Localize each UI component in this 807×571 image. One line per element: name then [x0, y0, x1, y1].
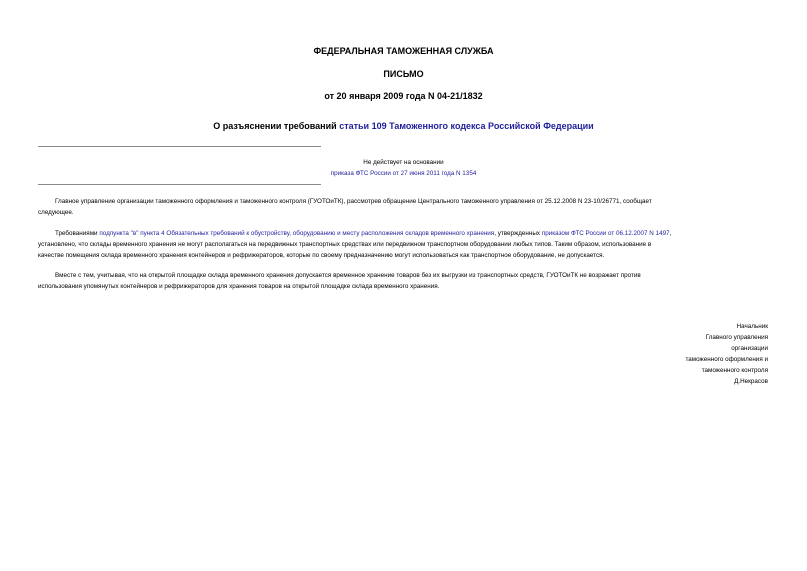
- signature-line-5: таможенного контроля: [701, 367, 768, 374]
- paragraph-2: [38, 228, 769, 261]
- repeal-order-link[interactable]: приказа ФТС России от 27 июня 2011 года N 1354: [330, 170, 477, 177]
- divider-top: [38, 146, 321, 147]
- order-1497-link[interactable]: приказом ФТС России от 06.12.2007 N 1497: [541, 230, 670, 237]
- p2-text-c: ,: [669, 230, 672, 237]
- paragraph-2-line-1: [38, 228, 769, 239]
- paragraph-3-line-2: использования упомянутых контейнеров и рефрижераторов для хранения товаров на открытой площадке склада временного хранения.: [38, 283, 440, 290]
- paragraph-3-line-1: Вместе с тем, учитывая, что на открытой площадке склада временного хранения допускается временное хранение товаров без их выгрузки из транспортных средств, ГУОТОиТК не возражает против: [55, 272, 641, 279]
- status-note: Не действует на основании: [363, 159, 444, 166]
- paragraph-1-line-2: следующее.: [38, 209, 74, 216]
- requirements-link[interactable]: подпункта "в" пункта 4 Обязательных требований к обустройству, оборудованию и месту расположения складов временного хранения: [99, 230, 495, 237]
- document-date-number: от 20 января 2009 года N 04-21/1832: [324, 91, 483, 101]
- paragraph-1-line-1: Главное управление организации таможенного оформления и таможенного контроля (ГУОТОиТК), рассмотрев обращение Центрального таможенного управления от 25.12.2008 N 23-10/26771, сообщает: [55, 198, 652, 205]
- paragraph-3: [38, 270, 769, 292]
- document-subject: [0, 121, 807, 131]
- document-type: ПИСЬМО: [383, 69, 424, 79]
- paragraph-2-line-2: установлено, что склады временного хранения не могут располагаться на передвижных транспортных средствах или передвижном транспортном оборудовании любых типов. Таким образом, использование в: [38, 241, 652, 248]
- signature-block: [685, 321, 768, 387]
- paragraph-1: [38, 196, 769, 218]
- p2-text-b: , утвержденных: [494, 230, 542, 237]
- signature-line-2: Главного управления: [705, 334, 768, 341]
- paragraph-2-line-3: качестве помещения склада временного хранения контейнеров и рефрижераторов, которые по своему предназначению могут использоваться как транспортное оборудование, не допускается.: [38, 252, 605, 259]
- signature-line-1: Начальник: [736, 323, 768, 330]
- divider-bottom: [38, 184, 321, 185]
- signature-line-4: таможенного оформления и: [685, 356, 768, 363]
- subject-prefix: О разъяснении требований: [213, 121, 340, 131]
- signature-line-3: организации: [731, 345, 768, 352]
- signature-name: Д.Некрасов: [734, 378, 768, 385]
- issuing-organization: ФЕДЕРАЛЬНАЯ ТАМОЖЕННАЯ СЛУЖБА: [313, 46, 494, 56]
- subject-article-link[interactable]: статьи 109 Таможенного кодекса Российской Федерации: [339, 121, 594, 131]
- p2-text-a: Требованиями: [55, 230, 100, 237]
